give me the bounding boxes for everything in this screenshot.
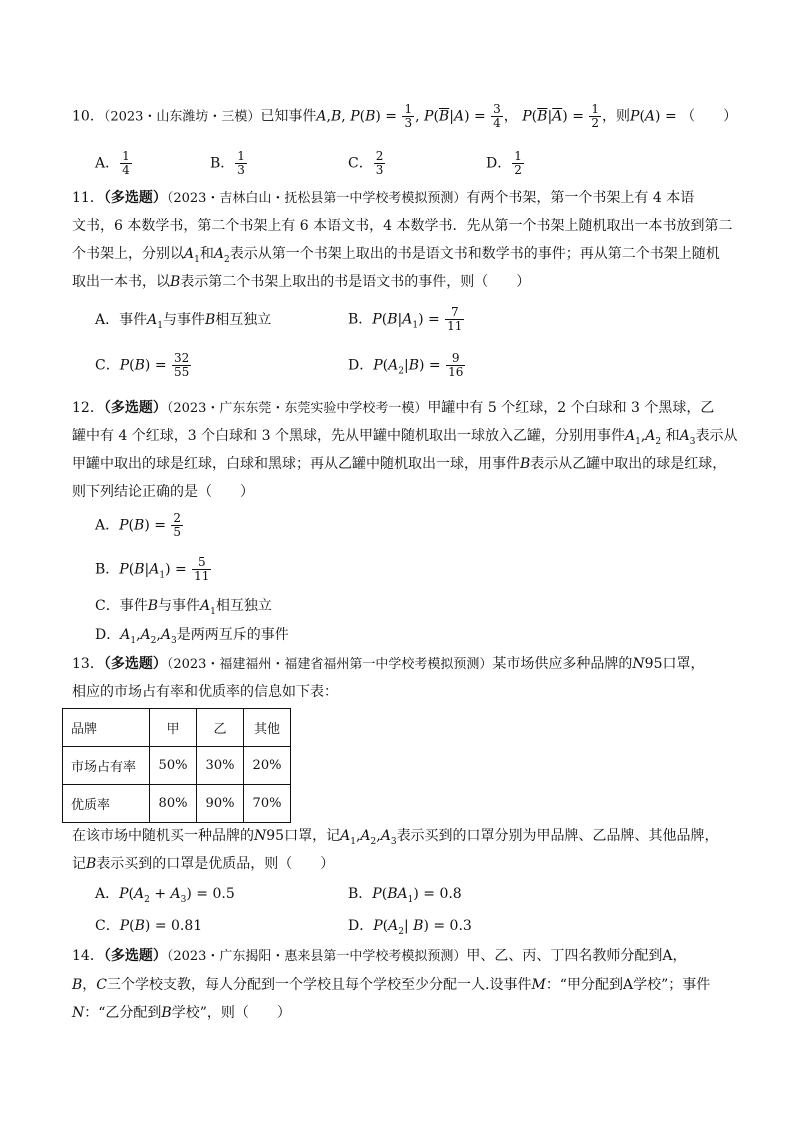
fraction: $\frac{3}{4}$ — [493, 102, 501, 130]
question-text-line: 文书，6 本数学书，第二个书架上有 6 本语文书，4 本数学书．先从第一个书架上随机取出一本书放到第二 — [72, 218, 733, 234]
table-row — [63, 709, 291, 747]
fraction: $\frac{1}{2}$ — [591, 102, 600, 130]
option-a: A．P(B) = $\frac{2}{5}$ — [95, 511, 182, 539]
question-text-line: 罐中有 4 个红球，3 个白球和 3 个黑球，先从甲罐中随机取出一球放入乙罐，分别用事件$A_1,A_2$ 和$A_3$表示从 — [72, 428, 738, 447]
question-11: 11．（多选题）（2023・吉林白山・抚松县第一中学校考模拟预测）有两个书架，第一个书架上有 4 本语 — [72, 190, 695, 206]
question-text-line: 则下列结论正确的是（ ） — [72, 484, 254, 500]
table-cell: 20% — [244, 747, 291, 785]
question-text-line: N：“乙分配到B学校”，则（ ） — [72, 1005, 291, 1021]
table-cell: 90% — [197, 785, 244, 823]
question-text-line: 甲罐中取出的球是红球，白球和黑球；再从乙罐中随机取出一球，用事件B表示从乙罐中取出的球是红球， — [72, 456, 727, 472]
fraction: $\frac{1}{3}$ — [404, 102, 413, 130]
option-d: D．$P(A_2|B)$ = $\frac{9}{16}$ — [348, 351, 464, 379]
question-14: 14．（多选题）（2023・广东揭阳・惠来县第一中学校考模拟预测）甲、乙、丙、丁四名教师分配到A， — [72, 948, 687, 964]
option-b: B． $\frac{1}{3}$ — [210, 149, 245, 177]
question-text-line: 取出一本书，以B表示第二个书架上取出的书是语文书的事件，则（ ） — [72, 274, 531, 290]
question-text-line: 个书架上，分别以$A_1$和$A_2$表示从第一个书架上取出的书是语文书和数学书的事件；再从第二个书架上随机 — [72, 246, 720, 265]
option-c: C．P(B) = 0.81 — [95, 918, 203, 934]
table-cell: 50% — [150, 747, 197, 785]
option-c: C．事件B与事件$A_1$相互独立 — [95, 598, 272, 617]
option-a: A．$P(A_2 + A_3) = 0.5$ — [95, 886, 235, 905]
table-cell: 市场占有率 — [63, 747, 150, 785]
multi-choice-tag: （多选题） — [103, 948, 167, 964]
multi-choice-tag: （多选题） — [103, 190, 167, 206]
question-source: （2023・山东潍坊・三模） — [103, 109, 261, 125]
table-row — [63, 785, 291, 823]
option-d: D． $\frac{1}{2}$ — [486, 149, 522, 177]
question-number: 10． — [72, 108, 104, 125]
option-b: B．$P(B|A_1)$ = $\frac{7}{11}$ — [348, 305, 463, 333]
option-a: A．事件$A_1$与事件B相互独立 — [95, 312, 272, 331]
question-10: 10．（2023・山东潍坊・三模）已知事件A,B, P(B) = $\frac{1}{3}$ , $P(\overline{B}|A)$ = $\frac{3}{4}$ ， $P(\overline{B}|\overline{A})$ = $\frac{1}{2}$ ，则P(A) = （ ） — [72, 102, 738, 130]
question-13: 13．（多选题）（2023・福建福州・福建省福州第一中学校考模拟预测）某市场供应多种品牌的N95口罩， — [72, 656, 705, 672]
option-a: A． $\frac{1}{4}$ — [95, 149, 130, 177]
table-row — [63, 747, 291, 785]
option-c: C．P(B) = $\frac{32}{55}$ — [95, 351, 190, 379]
question-text-line: B，C三个学校支教，每人分配到一个学校且每个学校至少分配一人.设事件M：“甲分配到A学校”；事件 — [72, 977, 711, 993]
table-cell: 甲 — [150, 709, 197, 747]
option-b: B．$P(BA_1) = 0.8$ — [348, 886, 462, 905]
multi-choice-tag: （多选题） — [103, 400, 167, 416]
option-b: B．$P(B|A_1)$ = $\frac{5}{11}$ — [95, 555, 210, 583]
table-cell: 30% — [197, 747, 244, 785]
option-d: D．$A_1,A_2,A_3$是两两互斥的事件 — [95, 627, 289, 646]
multi-choice-tag: （多选题） — [103, 656, 167, 672]
question-text-line: 记B表示买到的口罩是优质品，则（ ） — [72, 856, 335, 872]
question-text: 已知事件 — [260, 108, 317, 125]
option-d: D．$P(A_2|$ B) = 0.3 — [348, 918, 472, 937]
table-cell: 80% — [150, 785, 197, 823]
question-text-line: 相应的市场占有率和优质率的信息如下表： — [72, 684, 338, 700]
table-cell: 其他 — [244, 709, 291, 747]
table-cell: 优质率 — [63, 785, 150, 823]
option-c: C． $\frac{2}{3}$ — [348, 149, 384, 177]
table-cell: 乙 — [197, 709, 244, 747]
market-share-table — [62, 708, 291, 823]
question-12: 12．（多选题）（2023・广东东莞・东莞实验中学校考一模）甲罐中有 5 个红球，2 个白球和 3 个黑球，乙 — [72, 400, 715, 416]
question-text-line: 在该市场中随机买一种品牌的N95口罩，记$A_1,A_2,A_3$表示买到的口罩分别为甲品牌、乙品牌、其他品牌， — [72, 828, 719, 847]
table-cell: 70% — [244, 785, 291, 823]
table-cell: 品牌 — [63, 709, 150, 747]
